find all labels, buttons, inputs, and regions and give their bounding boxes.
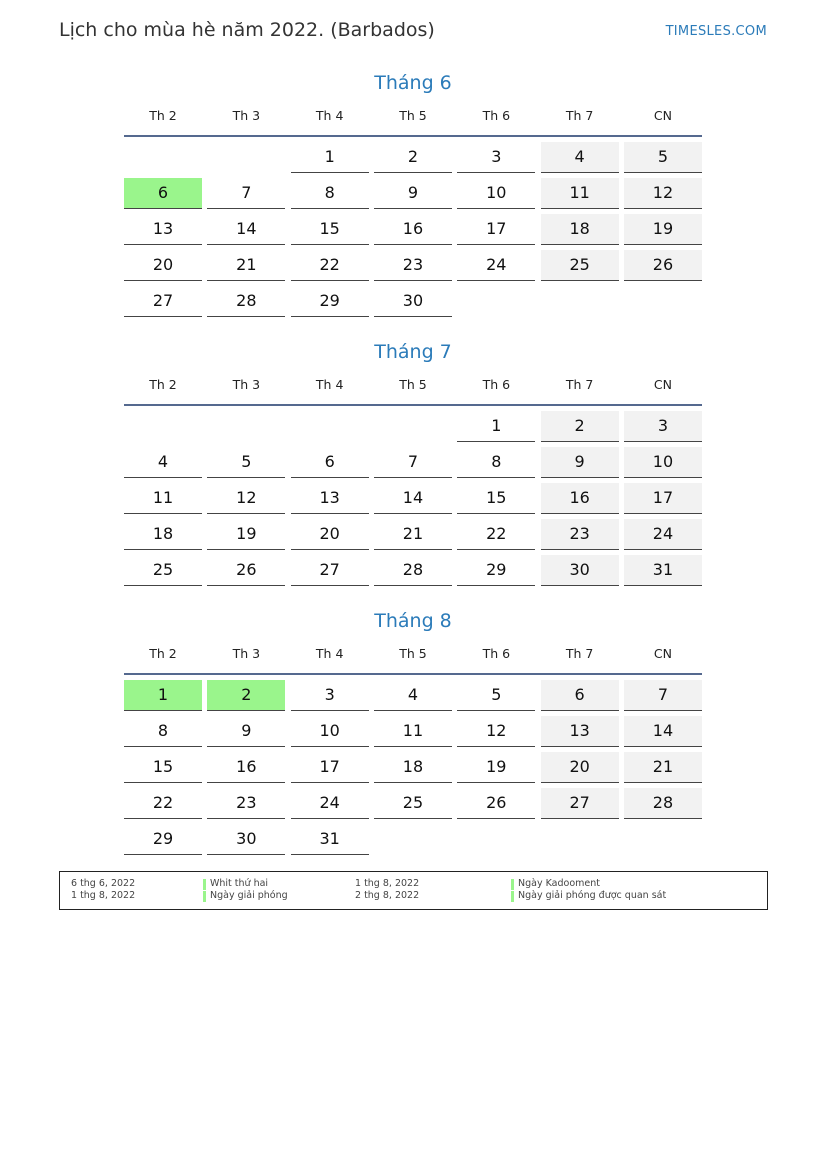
week-row [124,411,702,442]
week-row [124,752,702,783]
month-title: Tháng 8 [374,610,452,632]
legend-holiday-name: Whit thứ hai [210,878,269,889]
weekday-label: Th 5 [399,377,427,392]
empty-day-cell [624,824,702,855]
day-cell: 22 [457,519,535,550]
day-cell: 22 [124,788,202,819]
page-title: Lịch cho mùa hè năm 2022. (Barbados) [59,19,435,41]
day-cell: 25 [374,788,452,819]
day-cell: 3 [291,680,369,711]
weekend-day-cell: 31 [624,555,702,586]
day-cell: 17 [291,752,369,783]
week-row [124,178,702,209]
empty-day-cell [457,286,535,317]
weekend-day-cell: 19 [624,214,702,245]
weekend-day-cell: 28 [624,788,702,819]
week-row [124,142,702,173]
weekend-day-cell: 4 [541,142,619,173]
day-cell: 7 [374,447,452,478]
day-cell: 9 [374,178,452,209]
day-cell: 21 [207,250,285,281]
day-cell: 30 [207,824,285,855]
weekend-day-cell: 30 [541,555,619,586]
legend-row [60,878,767,890]
day-cell: 14 [207,214,285,245]
weekday-label: Th 5 [399,108,427,123]
day-grid [124,680,702,855]
weekday-label: Th 6 [482,377,511,392]
weekend-day-cell: 6 [541,680,619,711]
day-cell: 1 [457,411,535,442]
weekend-day-cell: 20 [541,752,619,783]
empty-day-cell [541,286,619,317]
empty-day-cell [624,286,702,317]
day-cell: 17 [457,214,535,245]
weekday-label: Th 3 [232,646,261,661]
day-cell: 22 [291,250,369,281]
weekend-day-cell: 10 [624,447,702,478]
weekday-label: Th 4 [315,646,344,661]
day-cell: 20 [124,250,202,281]
day-grid [124,142,702,317]
day-cell: 6 [291,447,369,478]
day-cell: 14 [374,483,452,514]
day-cell: 31 [291,824,369,855]
day-cell: 24 [457,250,535,281]
week-row [124,447,702,478]
week-row [124,824,702,855]
empty-day-cell [124,411,202,442]
day-cell: 26 [207,555,285,586]
day-cell: 8 [124,716,202,747]
weekend-day-cell: 16 [541,483,619,514]
weekend-day-cell: 21 [624,752,702,783]
legend-holiday-name: Ngày giải phóng [210,890,288,901]
legend-date: 1 thg 8, 2022 [355,878,420,889]
weekday-label: Th 2 [149,108,177,123]
weekend-day-cell: 7 [624,680,702,711]
holiday-day-cell: 2 [207,680,285,711]
week-row [124,555,702,586]
day-cell: 23 [207,788,285,819]
weekday-label: Th 3 [232,377,261,392]
legend-row [60,890,767,902]
weekday-label: Th 2 [149,646,177,661]
day-cell: 5 [457,680,535,711]
weekday-header [124,366,702,406]
day-cell: 11 [374,716,452,747]
month-calendar [124,69,702,322]
day-cell: 30 [374,286,452,317]
day-cell: 9 [207,716,285,747]
empty-day-cell [457,824,535,855]
week-row [124,286,702,317]
legend-date: 6 thg 6, 2022 [71,878,136,889]
week-row [124,214,702,245]
weekend-day-cell: 2 [541,411,619,442]
day-cell: 28 [374,555,452,586]
day-cell: 15 [124,752,202,783]
month-title: Tháng 7 [374,341,452,363]
day-cell: 23 [374,250,452,281]
day-cell: 16 [207,752,285,783]
day-cell: 3 [457,142,535,173]
weekday-label: Th 5 [399,646,427,661]
empty-day-cell [291,411,369,442]
day-cell: 10 [291,716,369,747]
day-cell: 15 [457,483,535,514]
weekend-day-cell: 25 [541,250,619,281]
brand-link[interactable]: TIMESLES.COM [665,24,767,39]
weekend-day-cell: 5 [624,142,702,173]
day-cell: 25 [124,555,202,586]
weekend-day-cell: 13 [541,716,619,747]
holiday-color-marker [511,879,514,890]
week-row [124,680,702,711]
weekday-label: Th 6 [482,108,511,123]
month-title: Tháng 6 [374,72,452,94]
day-cell: 11 [124,483,202,514]
weekday-label: CN [653,377,673,392]
legend-date: 1 thg 8, 2022 [71,890,136,901]
weekday-label: Th 7 [565,377,594,392]
day-cell: 27 [124,286,202,317]
weekend-day-cell: 18 [541,214,619,245]
day-cell: 27 [291,555,369,586]
holiday-day-cell: 6 [124,178,202,209]
weekend-day-cell: 14 [624,716,702,747]
month-calendar [124,338,702,591]
empty-day-cell [124,142,202,173]
empty-day-cell [374,411,452,442]
weekend-day-cell: 17 [624,483,702,514]
day-cell: 1 [291,142,369,173]
day-cell: 13 [291,483,369,514]
day-cell: 24 [291,788,369,819]
day-cell: 8 [457,447,535,478]
weekday-label: CN [653,108,673,123]
day-cell: 28 [207,286,285,317]
week-row [124,716,702,747]
day-cell: 16 [374,214,452,245]
holiday-day-cell: 1 [124,680,202,711]
day-cell: 29 [457,555,535,586]
holiday-legend [59,871,768,910]
weekend-day-cell: 9 [541,447,619,478]
day-cell: 19 [457,752,535,783]
weekday-label: Th 7 [565,646,594,661]
weekend-day-cell: 27 [541,788,619,819]
weekend-day-cell: 3 [624,411,702,442]
empty-day-cell [207,411,285,442]
day-cell: 18 [374,752,452,783]
weekday-label: CN [653,646,673,661]
weekday-label: Th 3 [232,108,261,123]
legend-holiday-name: Ngày Kadooment [518,878,600,889]
day-cell: 19 [207,519,285,550]
day-cell: 4 [124,447,202,478]
empty-day-cell [541,824,619,855]
day-cell: 12 [457,716,535,747]
weekday-label: Th 6 [482,646,511,661]
week-row [124,788,702,819]
empty-day-cell [207,142,285,173]
day-cell: 10 [457,178,535,209]
week-row [124,483,702,514]
weekday-label: Th 7 [565,108,594,123]
weekday-label: Th 4 [315,108,344,123]
legend-date: 2 thg 8, 2022 [355,890,420,901]
weekend-day-cell: 11 [541,178,619,209]
holiday-color-marker [203,891,206,902]
weekend-day-cell: 12 [624,178,702,209]
day-grid [124,411,702,586]
weekday-header [124,635,702,675]
day-cell: 4 [374,680,452,711]
day-cell: 26 [457,788,535,819]
day-cell: 5 [207,447,285,478]
day-cell: 8 [291,178,369,209]
holiday-color-marker [203,879,206,890]
week-row [124,519,702,550]
day-cell: 15 [291,214,369,245]
weekday-header [124,97,702,137]
legend-holiday-name: Ngày giải phóng được quan sát [518,890,667,901]
empty-day-cell [374,824,452,855]
day-cell: 20 [291,519,369,550]
weekend-day-cell: 26 [624,250,702,281]
day-cell: 13 [124,214,202,245]
weekday-label: Th 2 [149,377,177,392]
day-cell: 29 [124,824,202,855]
day-cell: 2 [374,142,452,173]
week-row [124,250,702,281]
weekend-day-cell: 24 [624,519,702,550]
day-cell: 12 [207,483,285,514]
holiday-color-marker [511,891,514,902]
month-calendar [124,607,702,860]
weekday-label: Th 4 [315,377,344,392]
day-cell: 21 [374,519,452,550]
day-cell: 7 [207,178,285,209]
weekend-day-cell: 23 [541,519,619,550]
day-cell: 18 [124,519,202,550]
day-cell: 29 [291,286,369,317]
